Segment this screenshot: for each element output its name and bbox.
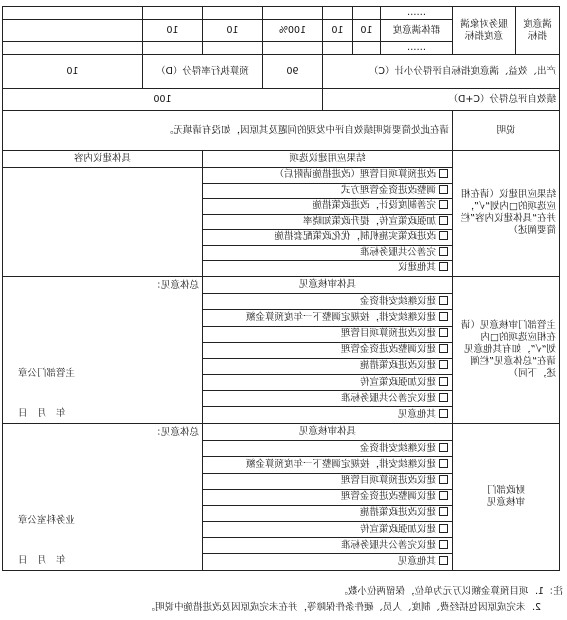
checkbox-icon[interactable] — [439, 169, 448, 178]
indicator-subcategory-cell: 服务对象满意度指标 — [453, 7, 516, 55]
checkbox-icon[interactable] — [439, 231, 448, 240]
result-use-content-header: 具体建议内容 — [3, 151, 203, 168]
dept-option-7[interactable]: 建议完善公共服务标准 — [203, 391, 453, 407]
subtotal-row — [3, 55, 560, 89]
finance-stamp: 业务科室公章 — [18, 514, 76, 526]
indicator-score-b: 10 — [203, 20, 263, 42]
dept-option-2[interactable]: 建议继续安排，按规定调整下一年度预算金额 — [203, 310, 453, 326]
finance-date: 年 月 日 — [18, 554, 66, 566]
checkbox-icon[interactable] — [439, 556, 448, 565]
finance-review-options-header: 具体审核意见 — [203, 423, 453, 441]
total-value: 100 — [3, 89, 323, 111]
checkbox-icon[interactable] — [439, 200, 448, 209]
indicator-target: 100% — [263, 20, 323, 42]
budget-execution-value: 10 — [3, 55, 143, 89]
explanation-text: 请在此处简要说明绩效自评中发现的问题及其原因，如没有请填无。 — [3, 111, 453, 151]
dept-option-8[interactable]: 其他意见 — [203, 407, 453, 423]
finance-option-2[interactable]: 建议继续安排，按规定调整下一年度预算金额 — [203, 457, 453, 473]
finance-review-label: 财政部门审核意见 — [453, 423, 560, 570]
checkbox-icon[interactable] — [439, 247, 448, 256]
result-use-row — [3, 151, 560, 168]
dept-review-overall-cell[interactable] — [3, 276, 203, 423]
result-use-option-1[interactable]: 改进预算项目管理（改进措施请附后） — [203, 168, 453, 184]
result-use-label: 结果应用建议（请在相应选项的□内划“√”，并在“具体建议内容”栏简要阐述） — [453, 151, 560, 277]
dept-option-5[interactable]: 建议改进政策措施 — [203, 358, 453, 374]
checkbox-icon[interactable] — [439, 540, 448, 549]
checkbox-icon[interactable] — [439, 377, 448, 386]
checkbox-icon[interactable] — [439, 344, 448, 353]
checkbox-icon[interactable] — [439, 524, 448, 533]
finance-option-8[interactable]: 其他意见 — [203, 554, 453, 570]
finance-option-7[interactable]: 建议完善公共服务标准 — [203, 538, 453, 554]
note-2: 2．未完成原因包括经费、制度、人员、硬件条件保障等，并在未完成原因及改进措施中说明。 — [145, 602, 541, 613]
dept-review-label: 主管部门审核意见（请在相应选项的□内划“√”，如有其他意见请在“总体意见”栏阐述，下同） — [453, 276, 560, 423]
dept-stamp: 主管部门公章 — [18, 367, 76, 379]
indicator-weight: 10 — [353, 20, 381, 42]
finance-option-4[interactable]: 建议调整改进资金管理 — [203, 489, 453, 505]
finance-overall-label: 总体意见： — [151, 426, 199, 438]
checkbox-icon[interactable] — [439, 262, 448, 271]
finance-option-6[interactable]: 建议加强政策宣传 — [203, 522, 453, 538]
checkbox-icon[interactable] — [439, 312, 448, 321]
result-use-option-7[interactable]: 其他建议 — [203, 261, 453, 277]
checkbox-icon[interactable] — [439, 475, 448, 484]
result-use-option-2[interactable]: 调整改进资金管理方式 — [203, 183, 453, 199]
result-use-option-4[interactable]: 加强政策宣传，提升政策知晓率 — [203, 214, 453, 230]
result-use-content-cell[interactable] — [3, 168, 203, 277]
indicator-dots-top: …… — [381, 7, 453, 20]
dept-date: 年 月 日 — [18, 407, 66, 419]
checkbox-icon[interactable] — [439, 409, 448, 418]
finance-review-overall-cell[interactable] — [3, 423, 203, 570]
dept-option-3[interactable]: 建议改进预算项目管理 — [203, 326, 453, 342]
checkbox-icon[interactable] — [439, 360, 448, 369]
subtotal-label: 产出、效益、满意度指标自评得分小计（C） — [323, 55, 560, 89]
subtotal-value: 90 — [263, 55, 323, 89]
checkbox-icon[interactable] — [439, 216, 448, 225]
indicator-category-cell: 满意度指标 — [516, 7, 560, 55]
result-use-option-6[interactable]: 完善公共服务标准 — [203, 245, 453, 261]
indicator-dots-row-top — [3, 7, 560, 20]
form-notes — [3, 584, 563, 616]
total-label: 绩效自评总得分（C+D） — [323, 89, 560, 111]
dept-option-1[interactable]: 建议继续安排资金 — [203, 294, 453, 310]
checkbox-icon[interactable] — [439, 507, 448, 516]
indicator-score-a: 10 — [323, 20, 353, 42]
dept-overall-label: 总体意见： — [151, 279, 199, 291]
checkbox-icon[interactable] — [439, 185, 448, 194]
total-row — [3, 89, 560, 111]
checkbox-icon[interactable] — [439, 491, 448, 500]
checkbox-icon[interactable] — [439, 296, 448, 305]
dept-review-row — [3, 276, 560, 294]
checkbox-icon[interactable] — [439, 328, 448, 337]
evaluation-form-table — [2, 6, 560, 571]
finance-review-row — [3, 423, 560, 441]
dept-review-options-header: 具体审核意见 — [203, 276, 453, 294]
result-use-options-header: 结果应用建议选项 — [203, 151, 453, 168]
note-1: 注：1．项目预算金额以万元为单位，保留两位小数。 — [338, 586, 563, 597]
finance-option-3[interactable]: 建议改进预算项目管理 — [203, 473, 453, 489]
indicator-name: 群体满意度 — [381, 20, 453, 42]
result-use-option-3[interactable]: 完善制度设计，改进政策措施 — [203, 199, 453, 215]
result-use-option-5[interactable]: 改进政策实施机制，优化政策配套措施 — [203, 230, 453, 246]
finance-option-1[interactable]: 建议继续安排资金 — [203, 441, 453, 457]
dept-option-4[interactable]: 建议调整改进资金管理 — [203, 342, 453, 358]
explanation-row — [3, 111, 560, 151]
explanation-label: 说明 — [453, 111, 560, 151]
indicator-score-c: 10 — [143, 20, 203, 42]
checkbox-icon[interactable] — [439, 393, 448, 402]
checkbox-icon[interactable] — [439, 459, 448, 468]
dept-option-6[interactable]: 建议加强政策宣传 — [203, 375, 453, 391]
budget-execution-label: 预算执行率得分（D） — [143, 55, 263, 89]
checkbox-icon[interactable] — [439, 443, 448, 452]
indicator-dots-bottom: …… — [381, 42, 453, 55]
finance-option-5[interactable]: 建议改进政策措施 — [203, 505, 453, 521]
